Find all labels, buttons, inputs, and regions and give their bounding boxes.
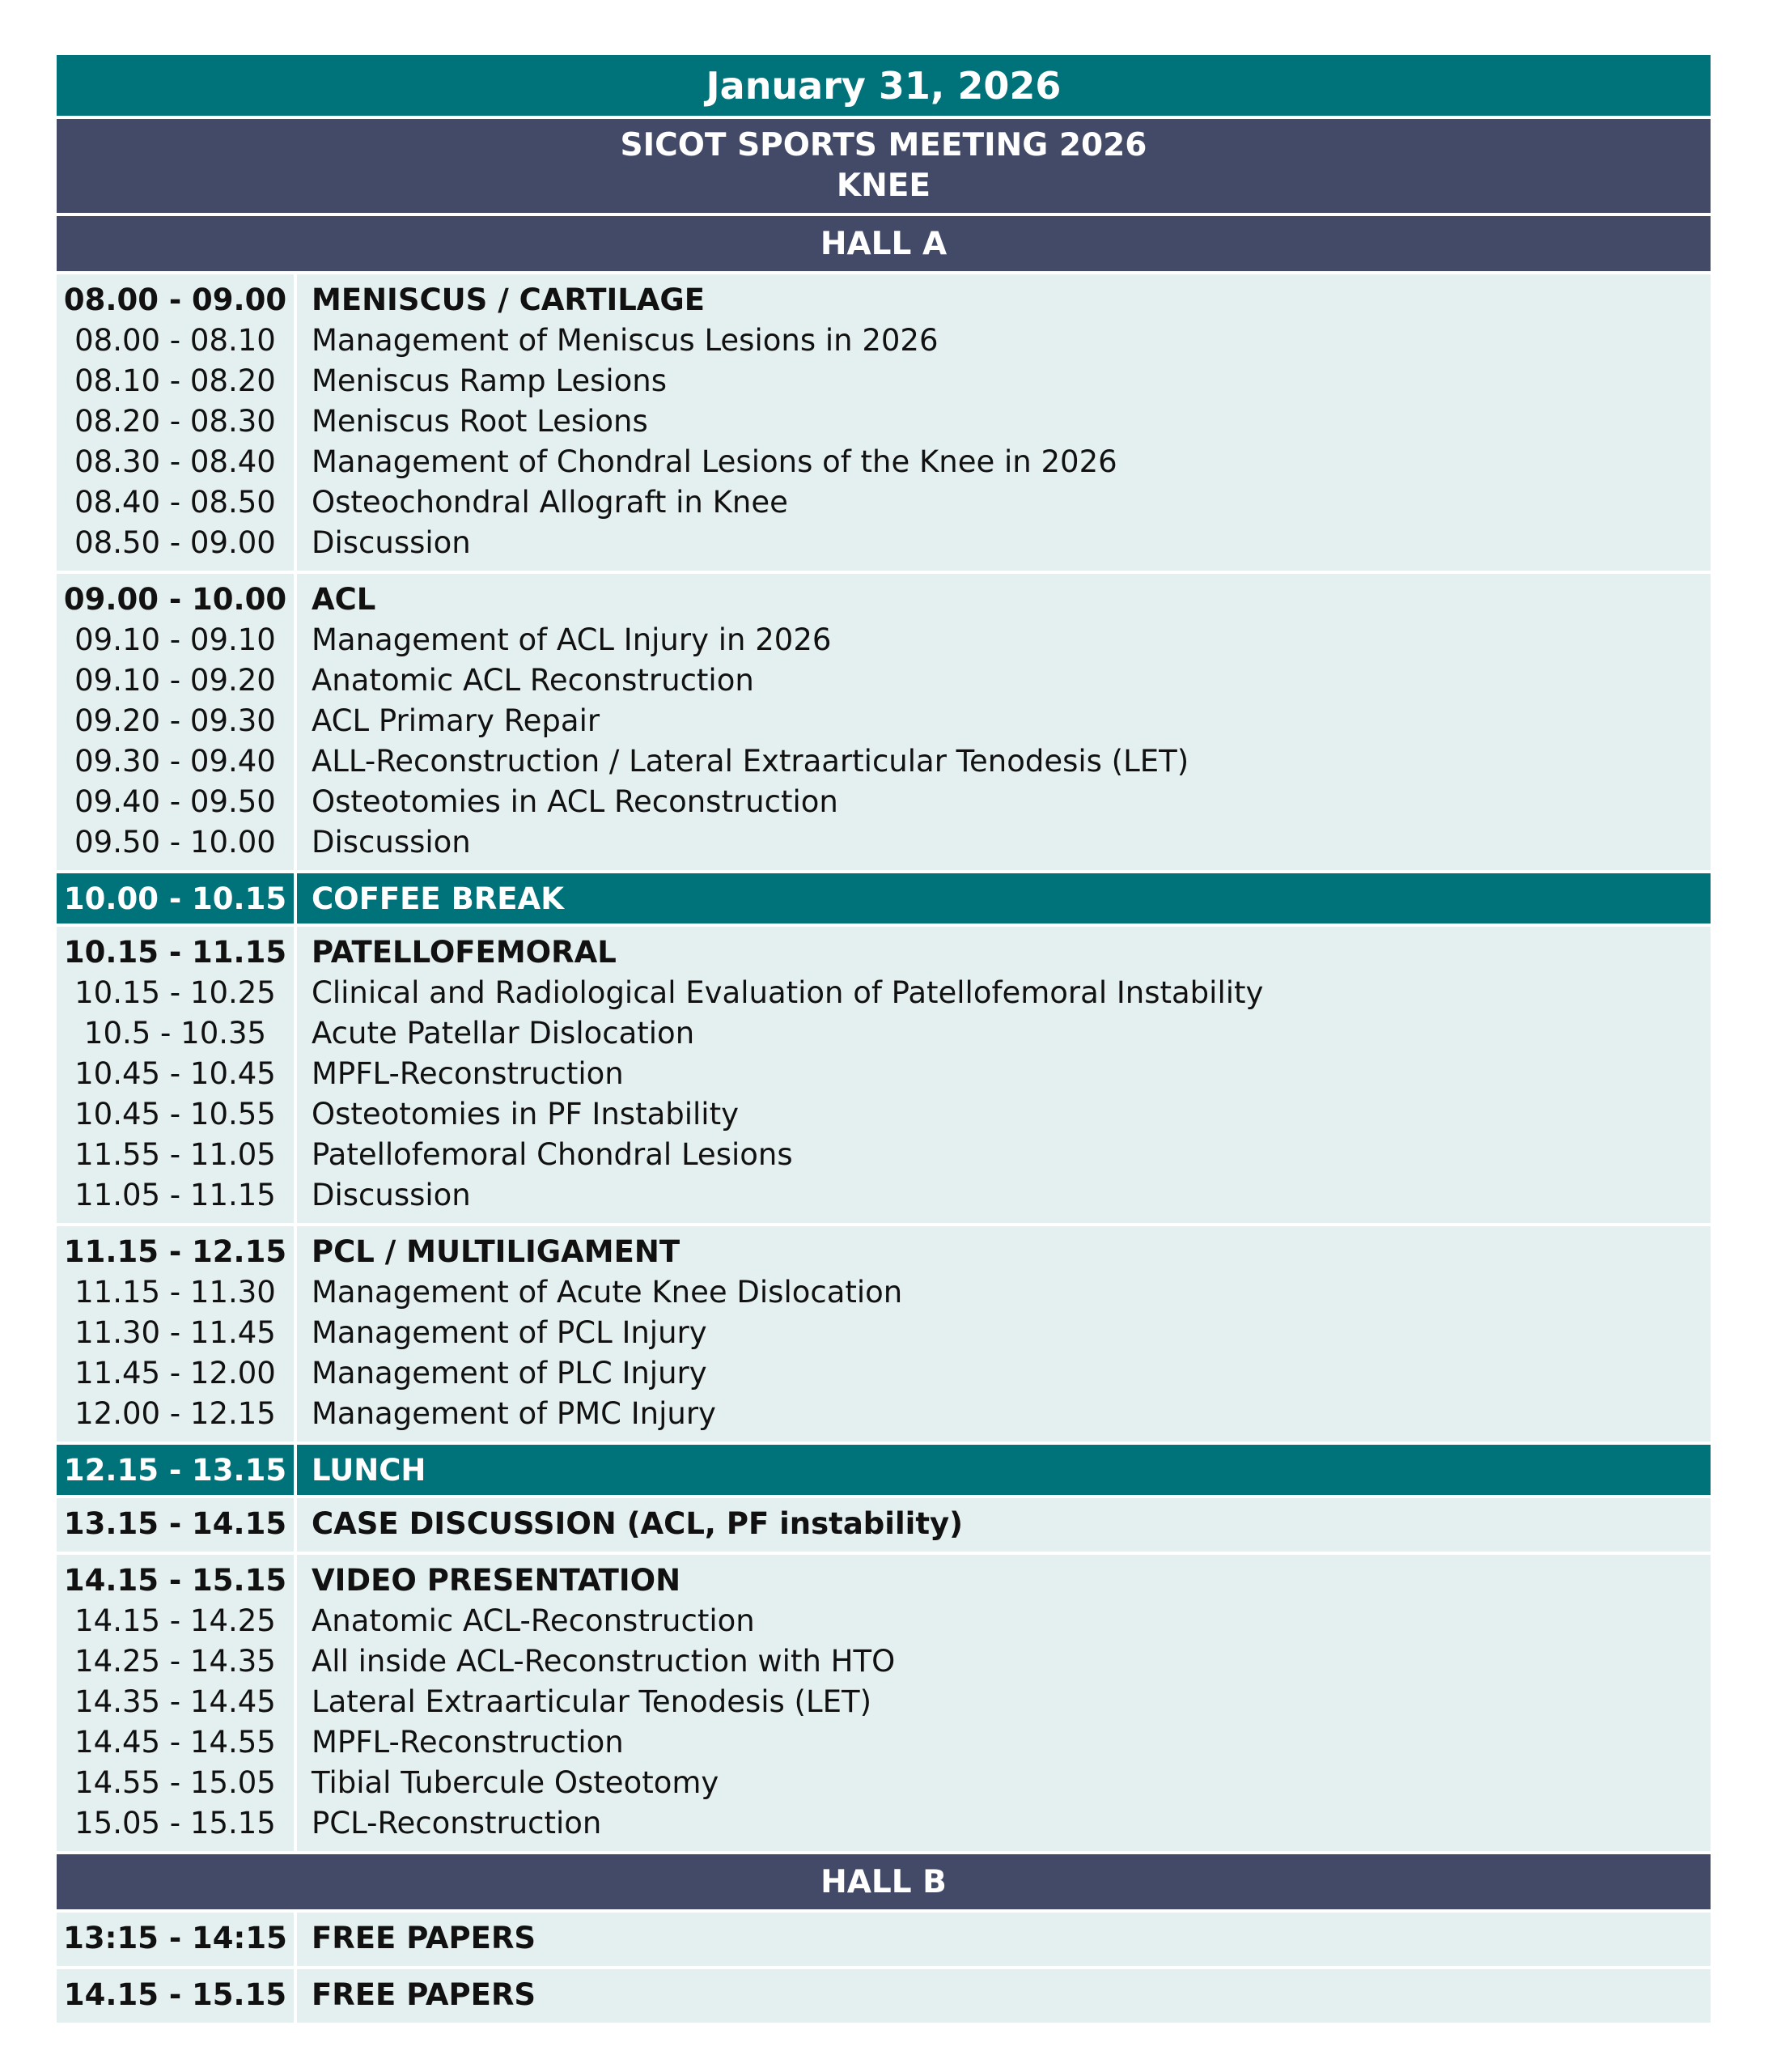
- talk-time: 09.30 - 09.40: [74, 744, 276, 779]
- session-free-papers-1: [57, 1913, 1711, 1966]
- session-title: MENISCUS / CARTILAGE: [312, 282, 706, 317]
- talk-topic: Management of Chondral Lesions of the Knee in 2026: [312, 444, 1117, 479]
- session-times: [57, 927, 294, 1223]
- talk-topic: Clinical and Radiological Evaluation of Patellofemoral Instability: [312, 975, 1264, 1010]
- talk-topic: Osteotomies in ACL Reconstruction: [312, 784, 838, 819]
- talk-topic: PCL-Reconstruction: [312, 1806, 602, 1841]
- talk-time: 12.00 - 12.15: [74, 1396, 276, 1431]
- session-free-papers-2: [57, 1969, 1711, 2023]
- session-title: PATELLOFEMORAL: [312, 935, 617, 970]
- talk-topic: Anatomic ACL Reconstruction: [312, 663, 754, 698]
- session-title: FREE PAPERS: [312, 1921, 536, 1955]
- talk-topic: Management of ACL Injury in 2026: [312, 622, 832, 657]
- session-case-discussion: [57, 1498, 1711, 1552]
- talk-time: 11.15 - 11.30: [74, 1275, 276, 1310]
- coffee-break-row: [57, 873, 1711, 923]
- session-pcl-multiligament: [57, 1226, 1711, 1441]
- talk-time: 10.15 - 10.25: [74, 975, 276, 1010]
- talk-time: 09.10 - 09.10: [74, 622, 276, 657]
- session-topics: [297, 274, 1711, 571]
- session-time: 11.15 - 12.15: [63, 1234, 287, 1269]
- lunch-row: [57, 1445, 1711, 1495]
- session-video-presentation: [57, 1555, 1711, 1851]
- session-time: 13:15 - 14:15: [63, 1921, 287, 1955]
- session-time: 14.15 - 15.15: [63, 1563, 287, 1598]
- session-topics: [297, 1969, 1711, 2023]
- talk-topic: Lateral Extraarticular Tenodesis (LET): [312, 1684, 872, 1719]
- talk-topic: Osteochondral Allograft in Knee: [312, 485, 788, 520]
- talk-time: 14.35 - 14.45: [74, 1684, 276, 1719]
- talk-time: 08.30 - 08.40: [74, 444, 276, 479]
- session-times: [57, 1913, 294, 1966]
- meeting-subtitle: KNEE: [836, 168, 931, 204]
- meeting-title: SICOT SPORTS MEETING 2026: [620, 127, 1147, 163]
- talk-topic: Anatomic ACL-Reconstruction: [312, 1603, 755, 1638]
- talk-time: 14.15 - 14.25: [74, 1603, 276, 1638]
- talk-topic: ALL-Reconstruction / Lateral Extraarticular Tenodesis (LET): [312, 744, 1189, 779]
- hall-a-header: HALL A: [57, 216, 1711, 271]
- talk-time: 08.00 - 08.10: [74, 323, 276, 358]
- talk-topic: Meniscus Root Lesions: [312, 404, 648, 439]
- talk-topic: Discussion: [312, 1178, 471, 1212]
- talk-topic: All inside ACL-Reconstruction with HTO: [312, 1644, 896, 1679]
- talk-time: 08.10 - 08.20: [74, 363, 276, 398]
- talk-topic: Osteotomies in PF Instability: [312, 1097, 739, 1132]
- talk-topic: Management of PCL Injury: [312, 1315, 707, 1350]
- session-topics: [297, 1555, 1711, 1851]
- session-time: 10.15 - 11.15: [63, 935, 287, 970]
- session-time: 14.15 - 15.15: [63, 1977, 287, 2012]
- talk-topic: MPFL-Reconstruction: [312, 1056, 624, 1091]
- talk-topic: Management of Acute Knee Dislocation: [312, 1275, 903, 1310]
- talk-time: 09.40 - 09.50: [74, 784, 276, 819]
- session-topics: [297, 1913, 1711, 1966]
- talk-topic: Management of PLC Injury: [312, 1356, 707, 1391]
- talk-topic: Discussion: [312, 825, 471, 860]
- talk-topic: Meniscus Ramp Lesions: [312, 363, 668, 398]
- session-times: [57, 1555, 294, 1851]
- talk-time: 09.50 - 10.00: [74, 825, 276, 860]
- hall-b-header: HALL B: [57, 1854, 1711, 1909]
- session-acl: [57, 574, 1711, 870]
- talk-time: 10.45 - 10.45: [74, 1056, 276, 1091]
- talk-time: 10.5 - 10.35: [83, 1016, 267, 1051]
- session-topics: [297, 1498, 1711, 1552]
- talk-time: 09.20 - 09.30: [74, 703, 276, 738]
- talk-topic: Management of PMC Injury: [312, 1396, 716, 1431]
- talk-topic: ACL Primary Repair: [312, 703, 600, 738]
- talk-time: 14.45 - 14.55: [74, 1725, 276, 1760]
- session-meniscus-cartilage: [57, 274, 1711, 571]
- session-title: FREE PAPERS: [312, 1977, 536, 2012]
- talk-topic: Acute Patellar Dislocation: [312, 1016, 695, 1051]
- talk-time: 08.50 - 09.00: [74, 525, 276, 560]
- session-title: VIDEO PRESENTATION: [312, 1563, 681, 1598]
- session-patellofemoral: [57, 927, 1711, 1223]
- talk-time: 14.55 - 15.05: [74, 1765, 276, 1800]
- date-header: January 31, 2026: [57, 55, 1711, 116]
- talk-time: 15.05 - 15.15: [74, 1806, 276, 1841]
- session-time: 09.00 - 10.00: [63, 582, 287, 617]
- session-times: [57, 274, 294, 571]
- talk-time: 11.45 - 12.00: [74, 1356, 276, 1391]
- talk-time: 11.55 - 11.05: [74, 1137, 276, 1172]
- talk-time: 11.30 - 11.45: [74, 1315, 276, 1350]
- break-title: COFFEE BREAK: [297, 873, 1711, 923]
- meeting-title-header: [57, 119, 1711, 213]
- talk-topic: MPFL-Reconstruction: [312, 1725, 624, 1760]
- talk-topic: Management of Meniscus Lesions in 2026: [312, 323, 939, 358]
- talk-time: 14.25 - 14.35: [74, 1644, 276, 1679]
- session-topics: [297, 927, 1711, 1223]
- talk-topic: Patellofemoral Chondral Lesions: [312, 1137, 793, 1172]
- session-title: ACL: [312, 582, 376, 617]
- talk-time: 08.20 - 08.30: [74, 404, 276, 439]
- session-time: 08.00 - 09.00: [63, 282, 287, 317]
- talk-time: 11.05 - 11.15: [74, 1178, 276, 1212]
- session-title: PCL / MULTILIGAMENT: [312, 1234, 680, 1269]
- talk-topic: Tibial Tubercule Osteotomy: [312, 1765, 719, 1800]
- session-time: 13.15 - 14.15: [63, 1506, 287, 1541]
- break-title: LUNCH: [297, 1445, 1711, 1495]
- break-time: 12.15 - 13.15: [57, 1445, 294, 1495]
- session-topics: [297, 574, 1711, 870]
- talk-time: 10.45 - 10.55: [74, 1097, 276, 1132]
- session-times: [57, 1498, 294, 1552]
- talk-topic: Discussion: [312, 525, 471, 560]
- session-times: [57, 1969, 294, 2023]
- talk-time: 08.40 - 08.50: [74, 485, 276, 520]
- talk-time: 09.10 - 09.20: [74, 663, 276, 698]
- break-time: 10.00 - 10.15: [57, 873, 294, 923]
- session-topics: [297, 1226, 1711, 1441]
- program-schedule: [57, 55, 1711, 2023]
- session-title: CASE DISCUSSION (ACL, PF instability): [312, 1506, 964, 1541]
- session-times: [57, 574, 294, 870]
- session-times: [57, 1226, 294, 1441]
